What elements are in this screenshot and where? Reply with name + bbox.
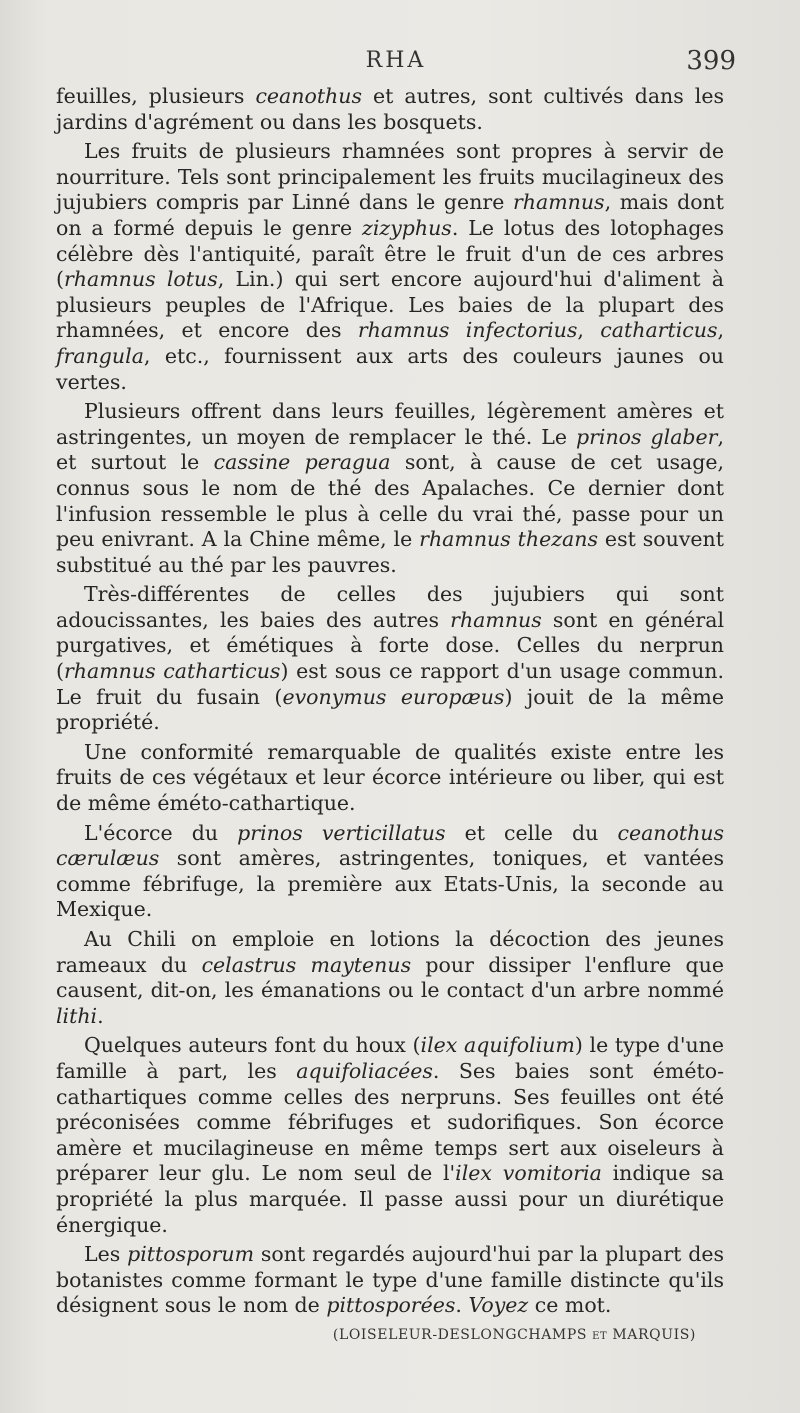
- paragraph: [56, 821, 724, 923]
- text-run: . Ses baies sont éméto-cathartiques comme celles des nerpruns. Ses feuilles ont été préconisées comme fébrifuges et sudorifiques. Son écorce amère et mucilagineuse en même temps sert aux oiseleurs à préparer leur glu. Le nom seul de l': [56, 1058, 724, 1186]
- text-run: ) est sous ce rapport d'un usage commun. Le fruit du fusain (: [56, 659, 724, 709]
- text-run: feuilles, plusieurs: [56, 84, 256, 108]
- text-run: sont regardés aujourd'hui par la plupart des botanistes comme formant le type d'une famille distincte qu'ils désignent sous le nom de: [56, 1242, 724, 1318]
- text-run: , et surtout le: [56, 424, 724, 475]
- text-run: .: [97, 1003, 104, 1028]
- italic-term: frangula: [56, 343, 144, 368]
- text-run: . Le lotus des lotophages célèbre dès l'antiquité, paraît être le fruit d'un de ces arbres (: [56, 215, 725, 292]
- italic-term: evonymus europæus: [282, 684, 505, 709]
- italic-term: rhamnus thezans: [419, 527, 598, 552]
- text-run: ) le type d'une famille à part, les: [56, 1033, 724, 1083]
- text-run: , etc., fournissent aux arts des couleurs jaunes ou vertes.: [56, 343, 724, 394]
- italic-term: celastrus maytenus: [201, 952, 412, 977]
- text-run: .: [455, 1293, 469, 1318]
- paragraph: [56, 399, 724, 578]
- text-run: L'écorce du: [84, 820, 238, 845]
- italic-term: rhamnus: [512, 190, 605, 215]
- italic-term: pittosporées: [326, 1293, 456, 1318]
- text-run: Plusieurs offrent dans leurs feuilles, légèrement amères et astringentes, un moyen de remplacer le thé. Le: [56, 399, 724, 449]
- text-run: et autres, sont cultivés dans les jardins d'agrément ou dans les bosquets.: [56, 84, 725, 134]
- paragraph: [56, 1033, 724, 1238]
- text-run: Les: [84, 1242, 128, 1267]
- paragraph: [56, 927, 724, 1029]
- italic-term: lithi: [56, 1003, 98, 1028]
- text-run: Les fruits de plusieurs rhamnées sont propres à servir de nourriture. Tels sont principalement les fruits mucilagineux des jujubiers compris par Linné dans le genre: [56, 139, 724, 215]
- page-body: [56, 84, 724, 1349]
- text-run: , mais dont on a formé depuis le genre: [56, 190, 724, 240]
- text-run: et celle du: [445, 820, 618, 845]
- paragraph-list: [56, 84, 724, 1319]
- paragraph: [56, 582, 724, 736]
- text-run: Une conformité remarquable de qualités existe entre les fruits de ces végétaux et leur écorce intérieure ou liber, qui est de même éméto-cathartique.: [56, 739, 724, 816]
- italic-term: rhamnus lotus: [64, 267, 218, 292]
- text-run: ,: [577, 318, 601, 343]
- text-run: Au Chili on emploie en lotions la décoction des jeunes rameaux du: [56, 927, 724, 977]
- text-run: , Lin.) qui sert encore aujourd'hui d'aliment à plusieurs peuples de l'Afrique. Les baies de la plupart des rhamnées, et encore des: [56, 267, 725, 343]
- italic-term: rhamnus infectorius: [357, 318, 578, 343]
- italic-term: catharticus: [600, 318, 718, 343]
- text-run: sont amères, astringentes, toniques, et vantées comme fébrifuge, la première aux Etats-Unis, la seconde au Mexique.: [56, 846, 724, 922]
- text-run: ,: [717, 318, 724, 343]
- italic-term: pittosporum: [127, 1242, 255, 1267]
- italic-term: zizyphus: [362, 215, 452, 240]
- page-header: [56, 44, 736, 84]
- text-run: Très-différentes de celles des jujubiers qui sont adoucissantes, les baies des autres: [56, 582, 724, 632]
- italic-term: ilex vomitoria: [455, 1161, 602, 1186]
- italic-term: Voyez: [468, 1293, 529, 1318]
- paragraph: [56, 740, 724, 817]
- paragraph: [56, 139, 724, 395]
- text-run: ce mot.: [528, 1293, 612, 1318]
- italic-term: rhamnus: [450, 607, 542, 632]
- paragraph: [56, 84, 724, 135]
- italic-term: prinos verticillatus: [237, 820, 446, 845]
- italic-term: aquifoliacées: [296, 1058, 433, 1083]
- running-head: RHA: [365, 48, 427, 73]
- italic-term: ilex aquifolium: [420, 1033, 575, 1058]
- page-number: 399: [686, 46, 736, 76]
- italic-term: rhamnus catharticus: [64, 659, 281, 684]
- text-run: est souvent substitué au thé par les pauvres.: [56, 527, 724, 577]
- italic-term: prinos glaber: [575, 424, 718, 449]
- author-signature: (LOISELEUR-DESLONGCHAMPS et MARQUIS): [332, 1326, 696, 1343]
- text-run: sont, à cause de cet usage, connus sous le nom de thé des Apalaches. Ce dernier dont l'infusion ressemble le plus à celle du vrai thé, passe pour un peu enivrant. A la Chine même, le: [56, 450, 724, 552]
- text-run: pour dissiper l'enflure que causent, dit-on, les émanations ou le contact d'un arbre nommé: [56, 952, 725, 1003]
- text-run: ) jouit de la même propriété.: [56, 684, 725, 735]
- text-run: Quelques auteurs font du houx (: [84, 1033, 421, 1058]
- text-run: indique sa propriété la plus marquée. Il passe aussi pour un diurétique énergique.: [56, 1161, 724, 1237]
- italic-term: cassine peragua: [213, 450, 391, 475]
- text-run: sont en général purgatives, et émétiques à forte dose. Celles du nerprun (: [56, 607, 724, 684]
- paragraph: [56, 1242, 724, 1319]
- italic-term: ceanothus cærulæus: [56, 820, 725, 871]
- italic-term: ceanothus: [255, 84, 362, 108]
